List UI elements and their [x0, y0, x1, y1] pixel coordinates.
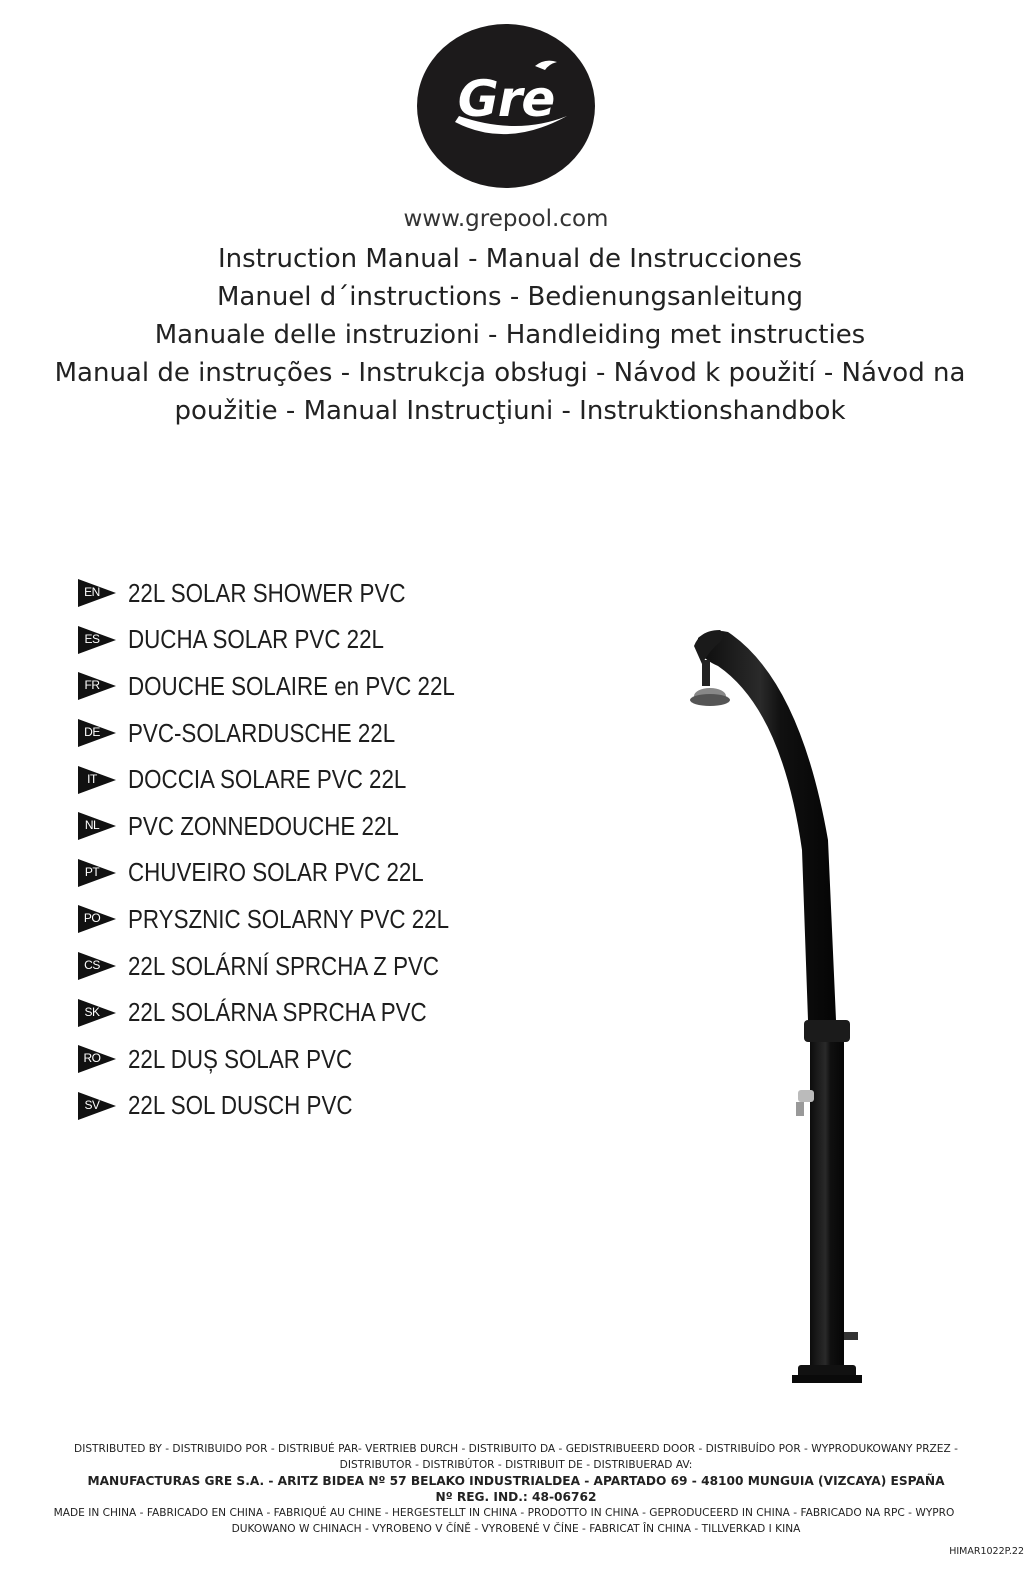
document-code: HIMAR1022P.22: [949, 1546, 1024, 1557]
product-item: [78, 896, 548, 943]
product-name: 22L SOLÁRNA SPRCHA PVC: [128, 997, 427, 1028]
language-badge: SK: [78, 998, 116, 1028]
made-in-line: DUKOWANO W CHINACH - VYROBENO V ČÍNĚ - VYROBENÉ V ČÍNE - FABRICAT ÎN CHINA - TILLVERKAD I KINA: [231, 1523, 801, 1535]
language-badge: EN: [78, 578, 116, 608]
website-url[interactable]: www.grepool.com: [403, 206, 609, 232]
language-badge: FR: [78, 671, 116, 701]
product-name: 22L SOLÁRNÍ SPRCHA Z PVC: [128, 950, 440, 981]
registration-number: Nº REG. IND.: 48-06762: [435, 1490, 597, 1504]
language-badge: ES: [78, 625, 116, 655]
title-line: Manuale delle instruzioni - Handleiding met instructies: [154, 320, 866, 350]
product-item: [78, 803, 548, 850]
product-name: DOCCIA SOLARE PVC 22L: [128, 764, 407, 795]
distributed-by-line: DISTRIBUTED BY - DISTRIBUIDO POR - DISTRIBUÉ PAR- VERTRIEB DURCH - DISTRIBUITO DA - GEDISTRIBUEERD DOOR - DISTRIBUÍDO POR - WYPRODUKOWANY PRZEZ -: [74, 1443, 958, 1455]
title-line: Manuel d´instructions - Bedienungsanleitung: [216, 282, 804, 312]
language-badge: PO: [78, 904, 116, 934]
product-item: [78, 663, 548, 710]
product-item: [78, 943, 548, 990]
title-line: použitie - Manual Instrucţiuni - Instruktionshandbok: [174, 396, 846, 426]
product-name: 22L SOL DUSCH PVC: [128, 1090, 353, 1121]
product-name: DOUCHE SOLAIRE en PVC 22L: [128, 670, 455, 701]
product-item: [78, 710, 548, 757]
distributed-by-line: DISTRIBUTOR - DISTRIBÚTOR - DISTRIBUIT DE - DISTRIBUERAD AV:: [339, 1459, 693, 1471]
product-name: DUCHA SOLAR PVC 22L: [128, 624, 384, 655]
language-badge: NL: [78, 811, 116, 841]
gre-logo: [417, 24, 595, 188]
product-item: [78, 1083, 548, 1130]
product-item: [78, 1036, 548, 1083]
company-address: MANUFACTURAS GRE S.A. - ARITZ BIDEA Nº 57 BELAKO INDUSTRIALDEA - APARTADO 69 - 48100 MUNGUIA (VIZCAYA) ESPAÑA: [87, 1474, 945, 1488]
product-name: 22L DUȘ SOLAR PVC: [128, 1043, 353, 1074]
product-item: [78, 617, 548, 664]
language-badge: IT: [78, 765, 116, 795]
product-name: PVC ZONNEDOUCHE 22L: [128, 810, 399, 841]
product-name: PVC-SOLARDUSCHE 22L: [128, 717, 396, 748]
language-badge: SV: [78, 1091, 116, 1121]
language-badge: PT: [78, 858, 116, 888]
product-name-list: [78, 570, 548, 1129]
product-item: [78, 989, 548, 1036]
language-badge: CS: [78, 951, 116, 981]
title-line: Manual de instruções - Instrukcja obsługi - Návod k použití - Návod na: [54, 358, 966, 388]
title-line: Instruction Manual - Manual de Instrucciones: [217, 244, 803, 274]
product-item: [78, 570, 548, 617]
product-item: [78, 756, 548, 803]
product-name: CHUVEIRO SOLAR PVC 22L: [128, 857, 424, 888]
made-in-line: MADE IN CHINA - FABRICADO EN CHINA - FABRIQUÉ AU CHINE - HERGESTELLT IN CHINA - PRODOTTO IN CHINA - GEPRODUCEERD IN CHINA - FABRICADO NA RPC - WYPRO: [53, 1507, 955, 1519]
language-badge: RO: [78, 1044, 116, 1074]
manual-titles: [10, 240, 1010, 430]
language-badge: DE: [78, 718, 116, 748]
distribution-footer: [0, 1441, 1032, 1537]
logo-text: Gre: [457, 70, 555, 128]
product-name: 22L SOLAR SHOWER PVC: [128, 577, 406, 608]
product-name: PRYSZNIC SOLARNY PVC 22L: [128, 903, 450, 934]
product-item: [78, 850, 548, 897]
solar-shower-illustration: [670, 620, 890, 1420]
